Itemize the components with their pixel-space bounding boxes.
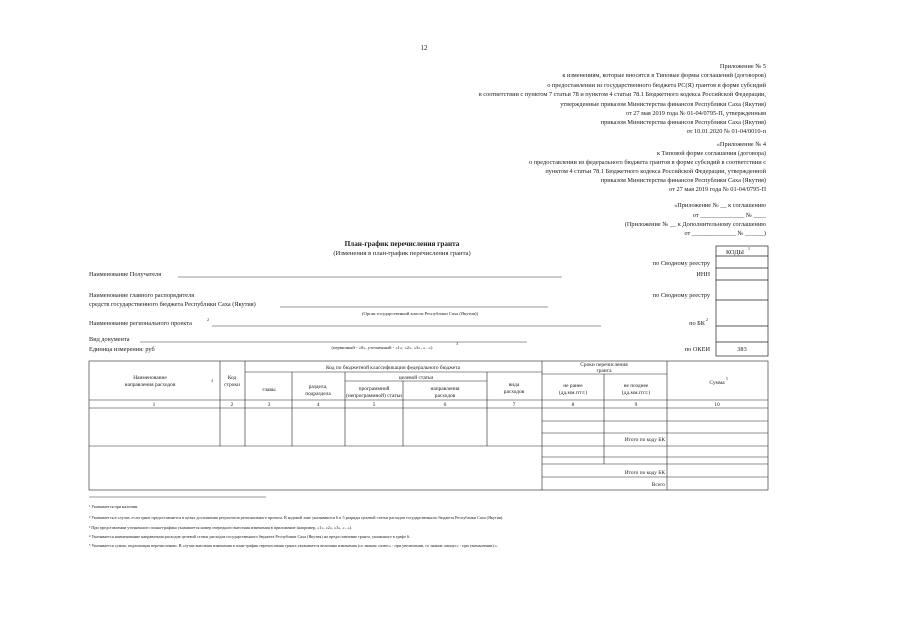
subtotal-label: Итого по коду БК	[624, 470, 665, 476]
codes-footnote-mark: 1	[748, 246, 750, 251]
col-number: 4	[316, 402, 320, 408]
label-unit: Единица измерения: руб	[89, 346, 155, 353]
footnote: ⁵ Указывается сумма, подлежащая перечислению. В случае внесения изменения в план-график перечисления гранта указывается величина изменения (со знаком «плюс» - при увеличении, со знаком «минус» - при уменьшении).».	[89, 543, 498, 548]
okei-code: 383	[737, 346, 747, 353]
form-title: План-график перечисления гранта	[344, 240, 460, 248]
appendix-4-header	[529, 141, 767, 193]
appendix-5-line: к изменениям, которые вносятся в Типовые формы соглашений (договоров)	[562, 72, 766, 79]
col-number: 8	[571, 402, 575, 408]
page-number: 12	[420, 44, 428, 52]
appendix-4-line: «Приложение № 4	[716, 141, 766, 148]
attachment-line: «Приложение № __ к соглашению	[674, 202, 766, 209]
th-program-1: программной	[358, 386, 390, 392]
caption-document-kind: (первичный - «0», уточненный - «1», «2», «3», «...»)	[331, 345, 433, 350]
col-number: 6	[443, 402, 447, 408]
appendix-5-line: от 10.01.2020 № 01-04/0010-п	[686, 128, 766, 135]
footnote: ² Указывается в случае, если грант предоставляется в целях достижения результатов регионального проекта. В кодовой зоне указываются 6 и 5 разряды целевой статьи расходов государственного бюджета Республики Саха (Якутия).	[89, 515, 504, 520]
footnote: ³ При представлении уточненного плана-графика указывается номер очередного внесения изменения в приложение (например, «1», «2», «3», «...»).	[89, 525, 353, 530]
appendix-4-line: от 27 мая 2019 года № 01-04/0795-П	[669, 186, 766, 193]
form-fields	[89, 271, 256, 353]
col-number: 9	[634, 402, 638, 408]
total-label: Всего	[651, 482, 665, 488]
doc-footnote-mark: 3	[456, 341, 458, 346]
appendix-4-line: о предоставлении из федерального бюджета грантов в форме субсидий в соответствии с	[529, 159, 766, 166]
footnotes	[89, 504, 503, 549]
bk-footnote-mark: 2	[706, 317, 708, 322]
th-celevaya: целевой статьи	[398, 375, 434, 381]
appendix-5-line: утвержденные приказом Министерства финансов Республики Саха (Якутия)	[560, 101, 766, 108]
col-number: 5	[372, 402, 376, 408]
col-number: 10	[714, 402, 720, 408]
column-numbers	[153, 402, 720, 408]
appendix-5-line: приказом Министерства финансов Республики Саха (Якутия)	[600, 119, 766, 126]
label-recipient: Наименование Получателя	[89, 271, 162, 278]
th-summa: Сумма	[709, 380, 725, 386]
th-razdel-2: подраздела	[305, 391, 331, 397]
codes-box	[716, 246, 768, 356]
label-project: Наименование регионального проекта	[89, 320, 192, 327]
appendix-5-header	[479, 63, 767, 135]
th-name-2: направления расходов	[124, 382, 176, 388]
th-row-2: строки	[224, 382, 240, 388]
th-napr-1: направления	[430, 386, 460, 392]
attachment-line: от ______________ № ____	[692, 212, 766, 219]
form-subtitle: (Изменения в план-график перечисления гранта)	[333, 250, 471, 257]
col-number: 7	[512, 402, 516, 408]
footnote: ⁴ Указывается наименование направления расходов целевой статьи расходов государственного бюджета Республики Саха (Якутия) на предоставление гранта, указанного в графе 6.	[89, 534, 411, 539]
th-program-2: (непрограммной) статьи	[346, 393, 402, 399]
project-footnote-mark: 2	[207, 317, 209, 322]
th-vid-2: расходов	[503, 389, 525, 395]
appendix-4-line: пунктом 4 статьи 78.1 Бюджетного кодекса Российской Федерации, утвержденной	[545, 168, 766, 175]
subtotal-label: Итого по коду БК	[624, 437, 665, 443]
th-razdel-1: раздела,	[308, 384, 328, 390]
label-main-manager-2: средств государственного бюджета Республики Саха (Якутия)	[89, 301, 256, 308]
attachment-line: от ______________ № ______)	[684, 230, 766, 237]
th-summa-footnote: 5	[726, 377, 728, 381]
th-vid-1: вида	[508, 382, 520, 388]
appendix-5-line: в соответствии с пунктом 7 статьи 78 и пунктом 4 статьи 78.1 Бюджетного кодекса Российской Федерации,	[478, 91, 766, 98]
label-svodny-reestr-2: по Сводному реестру	[652, 292, 710, 299]
codes-header: КОДЫ	[725, 249, 745, 256]
label-inn: ИНН	[696, 271, 710, 278]
field-underlines	[140, 277, 601, 342]
label-okei: по ОКЕИ	[684, 346, 710, 353]
appendix-5-line: о предоставлении из государственного бюджета РС(Я) грантов в форме субсидий	[547, 82, 766, 89]
col-number: 2	[230, 402, 234, 408]
th-kbk: Код по бюджетной классификации федерального бюджета	[325, 365, 461, 371]
th-name-footnote: 4	[211, 379, 213, 383]
appendix-5-line: от 27 мая 2019 года № 01-04/0795-П, утвержденным	[625, 110, 766, 117]
th-napr-2: расходов	[434, 393, 456, 399]
caption-authority: (Орган государственной власти Республики Саха (Якутия))	[361, 311, 479, 316]
col-number: 1	[152, 402, 156, 408]
codes-labels	[653, 260, 711, 353]
col-number: 3	[267, 402, 271, 408]
attachment-line: (Приложение № __ к Дополнительному соглашению	[624, 221, 766, 228]
th-ne-pozdnee-2: (дд.мм.гггг.)	[621, 390, 651, 396]
attachment-reference	[625, 202, 767, 237]
footnote: ¹ Указывается при наличии.	[89, 504, 139, 509]
th-ne-ranee-1: не ранее	[563, 383, 583, 389]
label-bk: по БК	[689, 320, 705, 327]
th-ne-pozdnee-1: не позднее	[623, 383, 649, 389]
appendix-4-line: к Типовой форме соглашения (договора)	[656, 150, 766, 157]
th-glavy: главы	[262, 387, 276, 393]
th-row-1: Код	[227, 375, 237, 381]
label-main-manager-1: Наименование главного распорядителя	[89, 292, 195, 299]
label-document-kind: Вид документа	[89, 336, 130, 343]
th-name-1: Наименование	[133, 375, 167, 381]
table-header	[125, 362, 728, 399]
appendix-5-line: Приложение № 5	[719, 63, 766, 70]
label-svodny-reestr: по Сводному реестру	[652, 260, 710, 267]
th-sroki-2: гранта	[596, 368, 612, 374]
th-ne-ranee-2: (дд.мм.гггг.)	[558, 390, 588, 396]
th-sroki-1: Сроки перечисления	[580, 362, 628, 368]
table-totals	[625, 437, 666, 488]
appendix-4-line: приказом Министерства финансов Республики Саха (Якутия)	[600, 177, 766, 184]
